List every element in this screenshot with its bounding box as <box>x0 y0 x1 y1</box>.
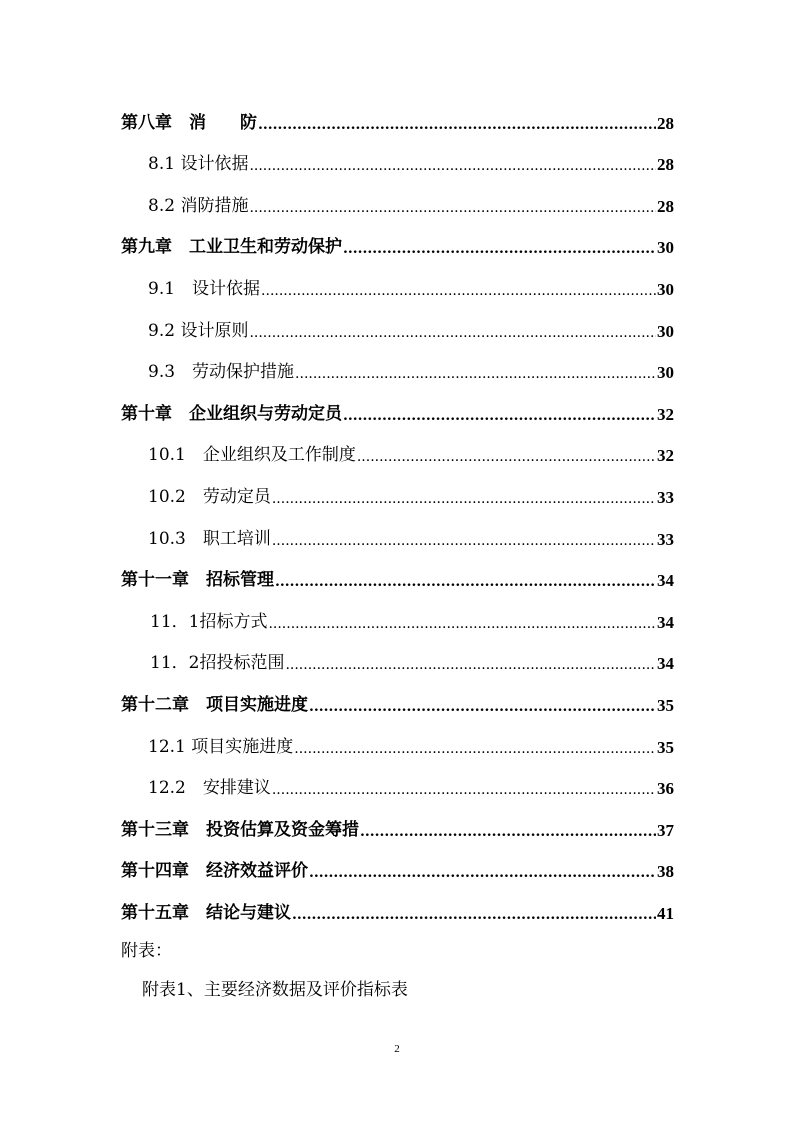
toc-entry-section-9-3[interactable] <box>121 348 674 390</box>
toc-entry-title: 10.1 企业组织及工作制度 <box>148 445 356 466</box>
toc-entry-title: 11．2招投标范围 <box>150 653 285 674</box>
table-of-contents <box>121 98 674 930</box>
toc-entry-page: 28 <box>657 196 674 216</box>
toc-entry-page: 34 <box>657 654 674 674</box>
toc-entry-title: 8.1 设计依据 <box>148 154 249 175</box>
toc-dot-leader <box>249 159 656 181</box>
toc-entry-page: 34 <box>657 612 674 632</box>
toc-entry-title: 10.2 劳动定员 <box>148 486 271 507</box>
toc-entry-title: 第十章 企业组织与劳动定员 <box>121 403 342 424</box>
toc-entry-page: 28 <box>657 155 674 175</box>
toc-dot-leader <box>249 201 656 223</box>
toc-entry-page: 30 <box>657 279 674 299</box>
toc-entry-title: 第十五章 结论与建议 <box>121 902 291 923</box>
toc-entry-section-9-2[interactable] <box>121 306 674 348</box>
toc-entry-title: 第十三章 投资估算及资金筹措 <box>121 819 359 840</box>
toc-entry-page: 35 <box>657 695 674 715</box>
toc-dot-leader <box>292 908 656 930</box>
toc-entry-title: 第十一章 招标管理 <box>121 570 274 591</box>
toc-entry-page: 30 <box>657 238 674 258</box>
toc-entry-chapter-12[interactable] <box>121 680 674 722</box>
toc-dot-leader <box>272 492 656 514</box>
toc-entry-section-8-1[interactable] <box>121 140 674 182</box>
toc-entry-section-11-2[interactable] <box>121 639 674 681</box>
toc-entry-page: 33 <box>657 529 674 549</box>
toc-entry-chapter-9[interactable] <box>121 223 674 265</box>
toc-entry-title: 11．1招标方式 <box>150 611 268 632</box>
toc-entry-page: 36 <box>657 779 674 799</box>
toc-entry-section-12-1[interactable] <box>121 722 674 764</box>
toc-entry-page: 32 <box>657 446 674 466</box>
toc-entry-title: 9.2 设计原则 <box>148 320 249 341</box>
toc-entry-title: 9.3 劳动保护措施 <box>148 362 295 383</box>
toc-entry-page: 34 <box>657 571 674 591</box>
toc-entry-section-10-2[interactable] <box>121 472 674 514</box>
appendix-item: 附表1、主要经济数据及评价指标表 <box>142 980 408 1000</box>
appendix-heading: 附表： <box>121 941 172 961</box>
toc-dot-leader <box>249 326 656 348</box>
toc-entry-title: 第九章 工业卫生和劳动保护 <box>121 237 342 258</box>
toc-dot-leader <box>309 700 656 722</box>
toc-dot-leader <box>272 534 656 556</box>
toc-dot-leader <box>272 783 656 805</box>
toc-dot-leader <box>343 242 656 264</box>
toc-dot-leader <box>261 284 656 306</box>
toc-dot-leader <box>294 742 656 764</box>
toc-entry-section-10-3[interactable] <box>121 514 674 556</box>
toc-dot-leader <box>258 118 656 140</box>
toc-entry-title: 第十二章 项目实施进度 <box>121 694 308 715</box>
toc-dot-leader <box>295 367 656 389</box>
toc-dot-leader <box>285 658 656 680</box>
toc-entry-chapter-11[interactable] <box>121 556 674 598</box>
toc-dot-leader <box>275 575 656 597</box>
toc-entry-page: 37 <box>657 820 674 840</box>
toc-entry-chapter-10[interactable] <box>121 389 674 431</box>
toc-entry-chapter-15[interactable] <box>121 888 674 930</box>
toc-entry-page: 35 <box>657 737 674 757</box>
toc-entry-title: 第十四章 经济效益评价 <box>121 861 308 882</box>
toc-dot-leader <box>268 617 656 639</box>
toc-entry-section-10-1[interactable] <box>121 431 674 473</box>
toc-entry-title: 10.3 职工培训 <box>148 528 271 549</box>
toc-entry-section-12-2[interactable] <box>121 764 674 806</box>
toc-entry-section-9-1[interactable] <box>121 264 674 306</box>
toc-entry-page: 32 <box>657 404 674 424</box>
toc-entry-title: 12.1 项目实施进度 <box>148 736 294 757</box>
toc-dot-leader <box>357 450 656 472</box>
toc-entry-page: 30 <box>657 321 674 341</box>
toc-entry-title: 8.2 消防措施 <box>148 195 249 216</box>
toc-entry-chapter-13[interactable] <box>121 805 674 847</box>
page-number: 2 <box>394 1043 400 1055</box>
toc-entry-chapter-14[interactable] <box>121 847 674 889</box>
toc-entry-page: 30 <box>657 363 674 383</box>
toc-entry-section-8-2[interactable] <box>121 181 674 223</box>
toc-entry-page: 33 <box>657 487 674 507</box>
toc-entry-title: 12.2 安排建议 <box>148 778 271 799</box>
toc-entry-title: 9.1 设计依据 <box>148 278 261 299</box>
toc-dot-leader <box>360 825 656 847</box>
toc-entry-section-11-1[interactable] <box>121 597 674 639</box>
toc-entry-page: 38 <box>657 862 674 882</box>
toc-entry-title: 第八章 消 防 <box>121 112 257 133</box>
toc-dot-leader <box>309 866 656 888</box>
toc-entry-page: 28 <box>657 113 674 133</box>
toc-entry-chapter-8[interactable] <box>121 98 674 140</box>
toc-entry-page: 41 <box>657 903 674 923</box>
toc-dot-leader <box>343 409 656 431</box>
